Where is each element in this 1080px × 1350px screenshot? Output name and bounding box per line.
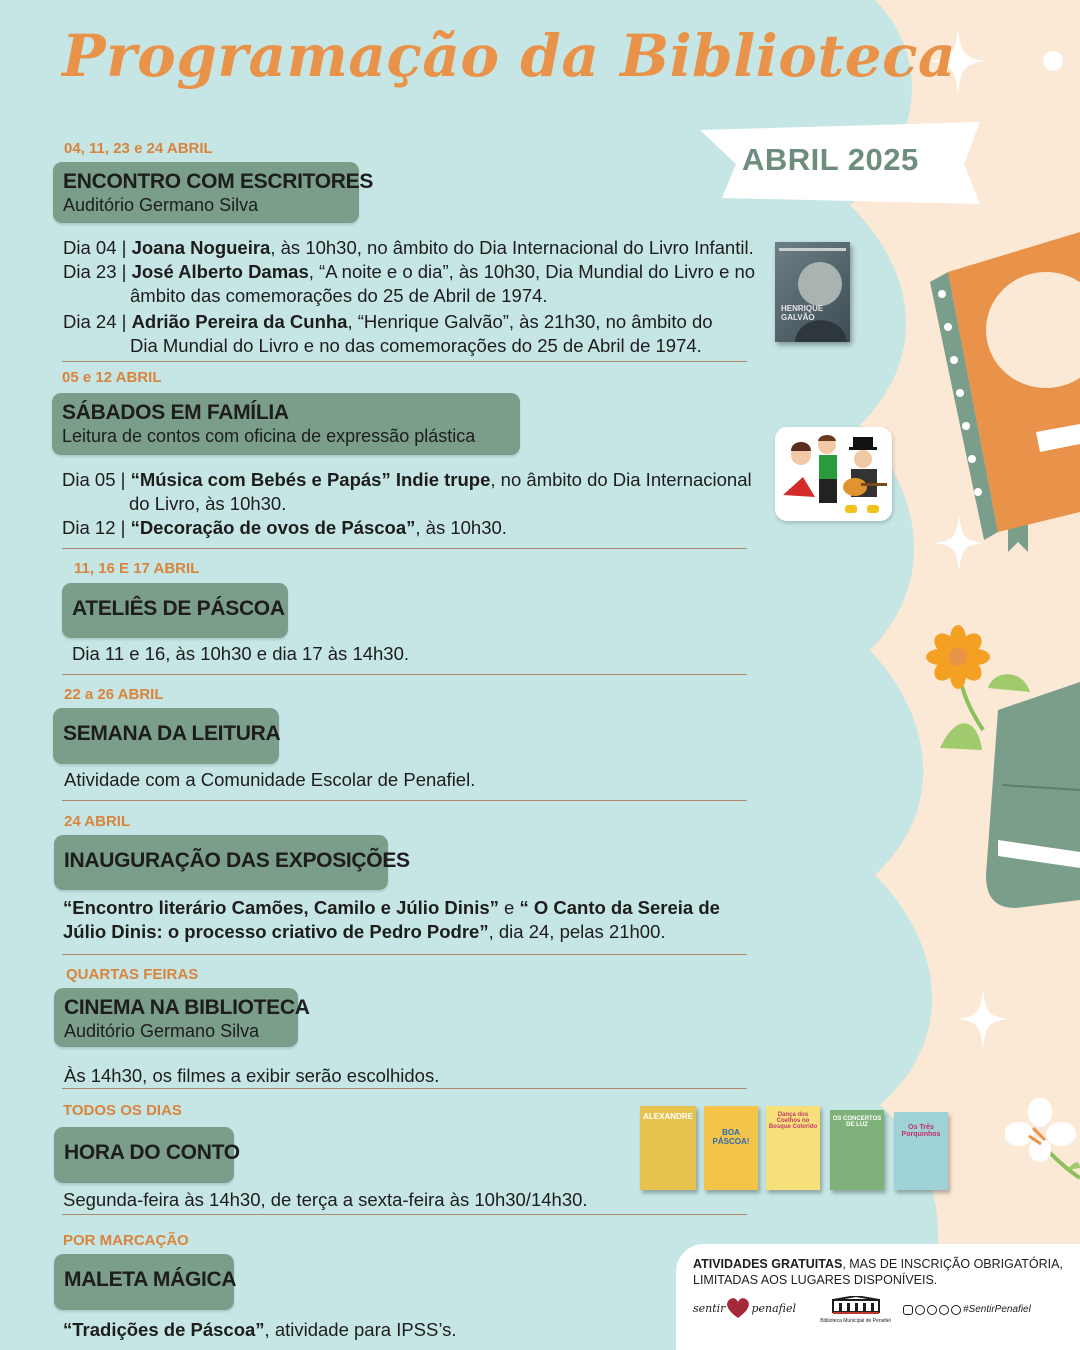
dot-icon bbox=[1040, 48, 1066, 74]
divider bbox=[62, 674, 747, 675]
sparkle-icon bbox=[958, 988, 1008, 1050]
event-description: Às 14h30, os filmes a exibir serão escolhidos. bbox=[64, 1065, 440, 1086]
tiktok-icon[interactable] bbox=[951, 1305, 961, 1315]
event-title: ATELIÊS DE PÁSCOA bbox=[72, 597, 285, 620]
month-label: ABRIL 2025 bbox=[742, 142, 919, 177]
musicians-illustration bbox=[775, 427, 892, 521]
event-description: Dia 11 e 16, às 10h30 e dia 17 às 14h30. bbox=[72, 643, 410, 664]
event-date: 11, 16 E 17 ABRIL bbox=[74, 560, 200, 577]
event-title: MALETA MÁGICA bbox=[64, 1268, 237, 1291]
event-title: CINEMA NA BIBLIOTECA bbox=[64, 996, 310, 1019]
event-description: “Encontro literário Camões, Camilo e Júlio Dinis” e “ O Canto da Sereia de Júlio Dinis: o processo criativo de Pedro Podre”, dia 24, pelas 21h00. bbox=[63, 897, 720, 942]
facebook-icon[interactable] bbox=[915, 1305, 925, 1315]
divider bbox=[62, 548, 747, 549]
white-flower-illustration bbox=[1005, 1098, 1080, 1188]
event-description: Dia 05 | “Música com Bebés e Papás” Indie trupe, no âmbito do Dia Internacional do Livro, às 10h30. Dia 12 | “Decoração de ovos de Páscoa”, às 10h30. bbox=[62, 469, 752, 538]
divider bbox=[62, 1214, 747, 1215]
book-cover-image: HENRIQUE GALVÃO bbox=[775, 242, 850, 342]
event-title: INAUGURAÇÃO DAS EXPOSIÇÕES bbox=[64, 849, 410, 872]
divider bbox=[62, 1088, 747, 1089]
event-title: HORA DO CONTO bbox=[64, 1141, 240, 1164]
event-date: 22 a 26 ABRIL bbox=[64, 686, 164, 703]
hashtag: #SentirPenafiel bbox=[963, 1304, 1031, 1315]
event-title-box bbox=[54, 988, 310, 1047]
event-date: 04, 11, 23 e 24 ABRIL bbox=[64, 140, 213, 157]
event-description: Atividade com a Comunidade Escolar de Penafiel. bbox=[64, 769, 476, 790]
event-title-box bbox=[62, 583, 288, 638]
instagram-icon[interactable] bbox=[903, 1305, 913, 1315]
event-title-box bbox=[54, 835, 410, 890]
event-title-box bbox=[54, 1127, 240, 1183]
library-logo: Biblioteca Municipal de Penafiel bbox=[818, 1296, 893, 1324]
event-title-box bbox=[53, 708, 279, 764]
x-icon[interactable] bbox=[939, 1305, 949, 1315]
event-title-box bbox=[54, 1254, 237, 1310]
event-title: SÁBADOS EM FAMÍLIA bbox=[62, 401, 289, 424]
event-subtitle: Auditório Germano Silva bbox=[63, 195, 259, 215]
event-title: ENCONTRO COM ESCRITORES bbox=[63, 170, 374, 193]
heart-icon bbox=[725, 1296, 751, 1320]
library-building-icon bbox=[831, 1296, 881, 1314]
footer-note: ATIVIDADES GRATUITAS, MAS DE INSCRIÇÃO OBRIGATÓRIA, LIMITADAS AOS LUGARES DISPONÍVEIS. bbox=[693, 1257, 1063, 1287]
event-description: Segunda-feira às 14h30, de terça a sexta-feira às 10h30/14h30. bbox=[63, 1189, 588, 1210]
divider bbox=[62, 800, 747, 801]
green-book-illustration bbox=[938, 670, 1080, 910]
orange-book-illustration bbox=[928, 232, 1080, 562]
event-date: TODOS OS DIAS bbox=[63, 1102, 182, 1119]
event-date: QUARTAS FEIRAS bbox=[66, 966, 199, 983]
divider bbox=[62, 361, 747, 362]
event-title-box bbox=[52, 393, 520, 455]
social-links bbox=[903, 1304, 1031, 1315]
event-date: 24 ABRIL bbox=[64, 813, 131, 830]
event-description: Dia 04 | Joana Nogueira, às 10h30, no âmbito do Dia Internacional do Livro Infantil. Dia 23 | José Alberto Damas, “A noite e o dia”, às 10h30, Dia Mundial do Livro e no âmbito das comemorações do 25 de Abril de 1974. Dia 24 | Adrião Pereira da Cunha, “Henrique Galvão”, às 21h30, no âmbito do Dia Mundial do Livro e no das comemorações do 25 de Abril de 1974. bbox=[63, 237, 756, 356]
youtube-icon[interactable] bbox=[927, 1305, 937, 1315]
event-date: 05 e 12 ABRIL bbox=[62, 369, 162, 386]
divider bbox=[62, 954, 747, 955]
event-date: POR MARCAÇÃO bbox=[63, 1232, 189, 1249]
story-books-image: ALEXANDRE BOA PÁSCOA! Dança dos Coelhos no Bosque Colorido OS CONCERTOS DE LUZ Os Três Porquinhos bbox=[638, 1104, 958, 1194]
event-title: SEMANA DA LEITURA bbox=[63, 722, 281, 745]
event-subtitle: Leitura de contos com oficina de expressão plástica bbox=[62, 426, 476, 446]
event-title-box bbox=[53, 162, 374, 223]
event-description: “Tradições de Páscoa”, atividade para IPSS’s. bbox=[63, 1319, 457, 1340]
event-subtitle: Auditório Germano Silva bbox=[64, 1021, 260, 1041]
page-title: Programação da Biblioteca bbox=[62, 22, 957, 90]
sentir-penafiel-logo: sentir penafiel bbox=[693, 1296, 796, 1320]
